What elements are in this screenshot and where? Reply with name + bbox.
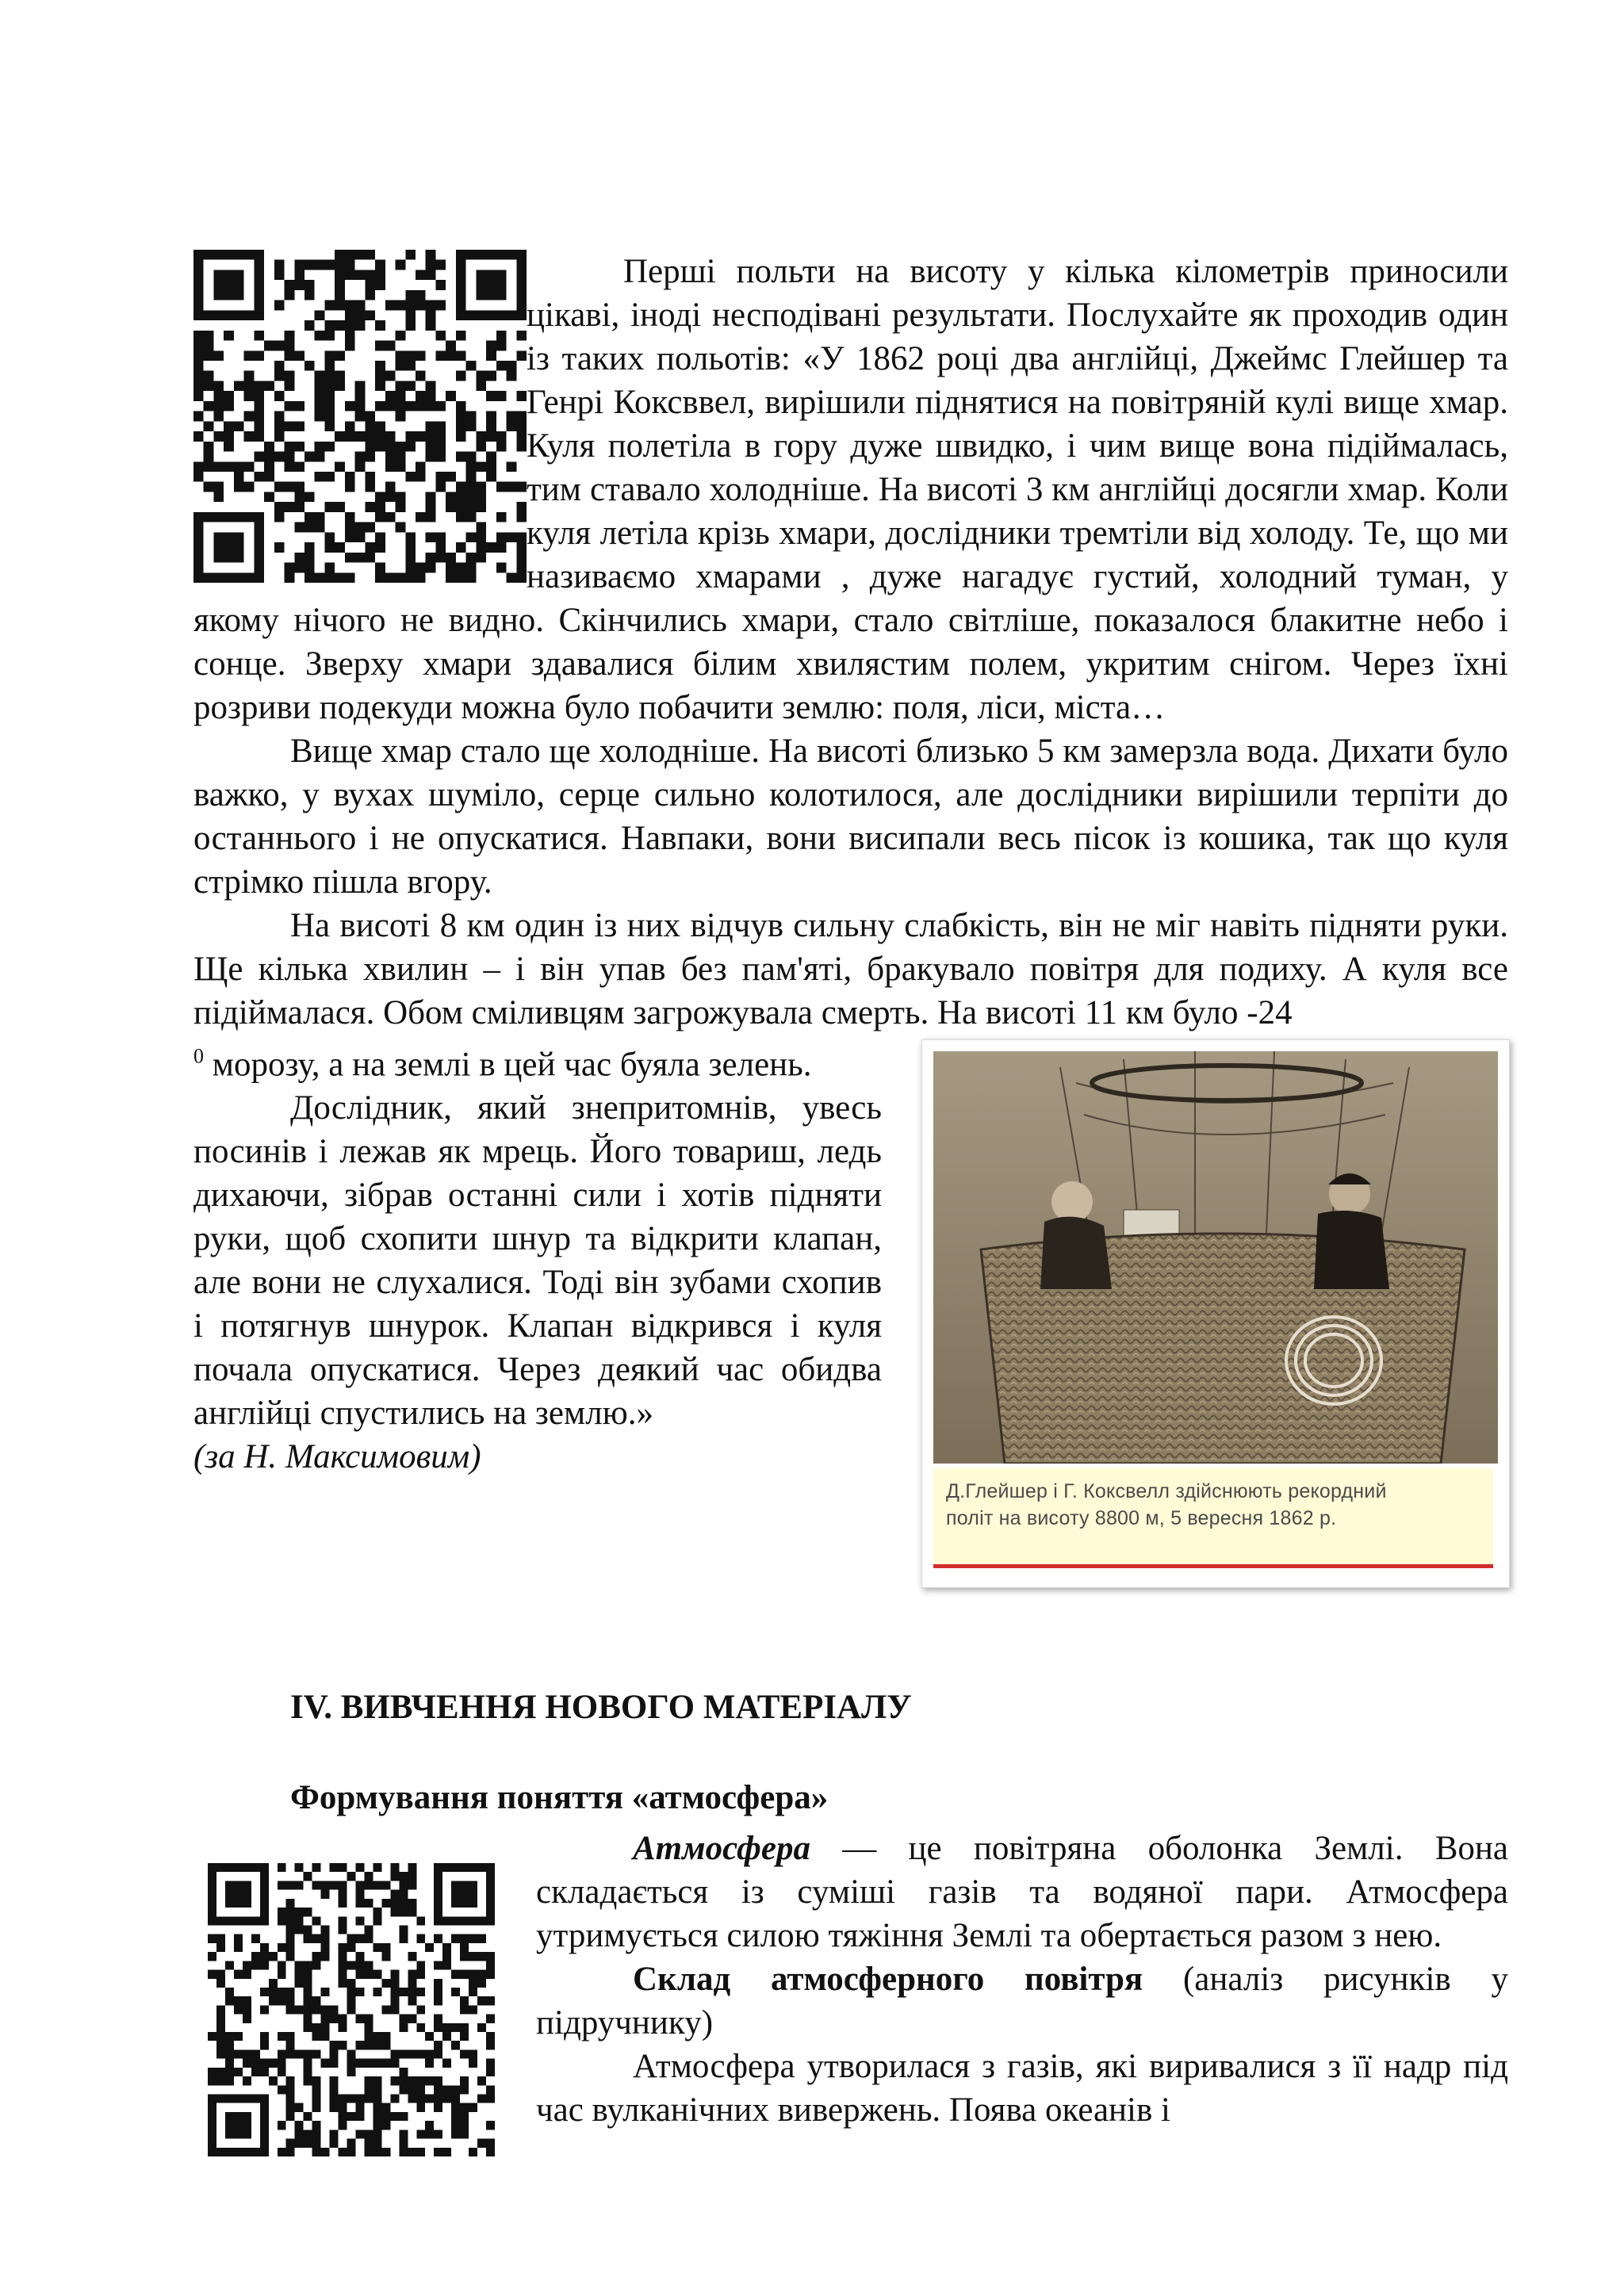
subsection-heading: Формування поняття «атмосфера» bbox=[290, 1779, 829, 1816]
story-paragraph-4: Дослідник, який знепритомнів, увесь посинів і лежав як мрець. Його товариш, ледь дихаючи, зібрав останні сили і хотів підняти руки, щоб схопити шнур та відкрити клапан, але вони не слухалися. Тоді він зубами схопив і потягнув шнурок. Клапан відкрився і куля почала опускатися. Через деякий час обидва англійці спустились на землю.» bbox=[193, 1089, 882, 1433]
atmosphere-origin-paragraph: Атмосфера утворилася з газів, які виривалися з її надр під час вулканічних вивержень. Поява океанів і bbox=[536, 2048, 1508, 2129]
photo-caption-line-1: Д.Глейшер і Г. Коксвелл здійснюють рекордний bbox=[946, 1480, 1387, 1502]
balloon-photo-figure bbox=[898, 1039, 1508, 1594]
section-heading: IV. ВИВЧЕННЯ НОВОГО МАТЕРІАЛУ bbox=[290, 1689, 912, 1726]
composition-note: (аналіз рисунків у підручнику) bbox=[536, 1961, 1508, 2042]
photo-caption-line-2: політ на висоту 8800 м, 5 вересня 1862 р. bbox=[946, 1507, 1337, 1529]
qr-code-2[interactable] bbox=[208, 1863, 495, 2156]
story-source: (за Н. Максимовим) bbox=[193, 1438, 481, 1476]
composition-title: Склад атмосферного повітря bbox=[633, 1961, 1143, 1998]
story-paragraph-3-part-2: морозу, а на землі в цей час буяла зелень. bbox=[204, 1046, 812, 1084]
atmosphere-text bbox=[536, 1827, 1508, 2132]
composition-paragraph bbox=[536, 1957, 1508, 2045]
story-paragraph-2: Вище хмар стало ще холодніше. На висоті близько 5 км замерзла вода. Дихати було важко, у вухах шуміло, серце сильно колотилося, але дослідники вирішили терпіти до останнього і не опускатися. Навпаки, вони висипали весь пісок із кошика, так що куля стрімко пішла вгору. bbox=[193, 733, 1508, 901]
story-text bbox=[193, 250, 1508, 1594]
qr-code-1[interactable] bbox=[193, 250, 527, 561]
story-paragraph-3-part-1: На висоті 8 км один із них відчув сильну слабкість, він не міг навіть підняти руки. Ще кілька хвилин – і він упав без пам'яті, бракувало повітря для подиху. А куля все підіймалася. Обом сміливцям загрожувала смерть. На висоті 11 км було -24 bbox=[193, 907, 1508, 1031]
photo-card bbox=[921, 1039, 1510, 1588]
atmosphere-definition bbox=[536, 1827, 1508, 1957]
atmosphere-definition-text: — це повітряна оболонка Землі. Вона складається із суміші газів та водяної пари. Атмосфера утримується силою тяжіння Землі та обертається разом з нею. bbox=[536, 1830, 1508, 1954]
story-paragraph-3 bbox=[193, 904, 1508, 1035]
story-paragraph-1: Перші польти на висоту у кілька кілометрів приносили цікаві, іноді несподівані результати. Послухайте як проходив один із таких польотів: «У 1862 році два англійці, Джеймс Глейшер та Генрі Коксввел, вирішили піднятися на повітряній кулі вище хмар. Куля полетіла в гору дуже швидко, і чим вище вона підіймалась, тим ставало холодніше. На висоті 3 км англійці досягли хмар. Коли куля летіла крізь хмари, дослідники тремтіли від холоду. Те, що ми називаємо хмарами , дуже нагадує густий, холодний туман, у якому нічого не видно. Скінчились хмари, стало світліше, показалося блакитне небо і сонце. Зверху хмари здавалися білим хвилястим полем, укритим снігом. Через їхні розриви подекуди можна було побачити землю: поля, ліси, міста… bbox=[193, 253, 1508, 726]
atmosphere-term: Атмосфера bbox=[633, 1830, 810, 1867]
photo-caption bbox=[933, 1468, 1493, 1568]
temperature-exponent: 0 bbox=[193, 1045, 204, 1068]
balloon-photo bbox=[933, 1051, 1498, 1464]
